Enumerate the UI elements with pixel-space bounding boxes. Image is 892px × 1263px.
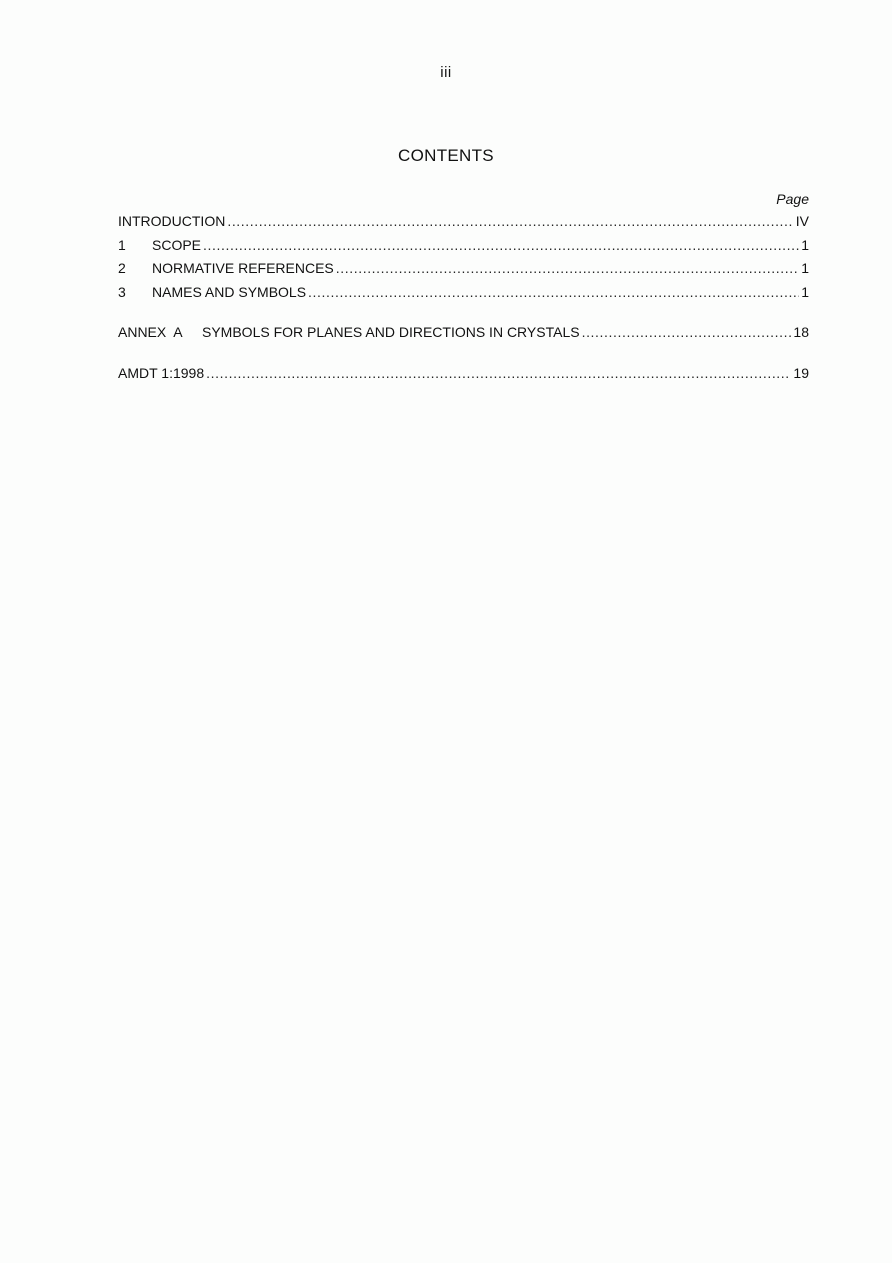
toc-entry-normative-references[interactable]	[118, 257, 809, 281]
toc-entry-names-and-symbols[interactable]	[118, 281, 809, 305]
toc-entry-label: NAMES AND SYMBOLS	[152, 283, 307, 300]
toc-entry-label: INTRODUCTION	[118, 213, 226, 229]
toc-entry-label: SYMBOLS FOR PLANES AND DIRECTIONS IN CRYSTALS	[202, 324, 580, 340]
toc-entry-number: 3	[118, 283, 126, 300]
toc-entry-scope[interactable]	[118, 234, 809, 258]
page-title: CONTENTS	[398, 146, 494, 165]
toc-entry-page: 1	[801, 236, 809, 253]
toc-entry-label: AMDT 1:1998	[118, 364, 205, 381]
toc-entry-introduction[interactable]	[118, 210, 809, 234]
toc-entry-page: 18	[793, 324, 809, 340]
toc-entry-page: 19	[793, 364, 809, 381]
toc-entry-page: 1	[801, 283, 809, 300]
dot-leader	[582, 321, 792, 345]
toc-entry-page: IV	[795, 213, 809, 229]
toc-entry-label: SCOPE	[152, 236, 202, 253]
toc-entry-number: 2	[118, 260, 126, 276]
page-number: iii	[440, 64, 452, 81]
toc-entry-annex-a[interactable]	[118, 321, 809, 345]
page-column-label: Page	[776, 191, 809, 207]
toc-entry-number: 1	[118, 236, 126, 253]
toc-entry-page: 1	[801, 260, 809, 276]
dot-leader	[227, 210, 793, 234]
dot-leader	[203, 234, 799, 258]
dot-leader	[308, 281, 799, 305]
toc-entry-amendment[interactable]	[118, 362, 809, 386]
dot-leader	[336, 257, 799, 281]
toc-entry-label: NORMATIVE REFERENCES	[152, 260, 334, 276]
table-of-contents	[118, 188, 809, 385]
toc-entry-annex-prefix: ANNEX A	[118, 324, 183, 340]
dot-leader	[206, 362, 791, 386]
